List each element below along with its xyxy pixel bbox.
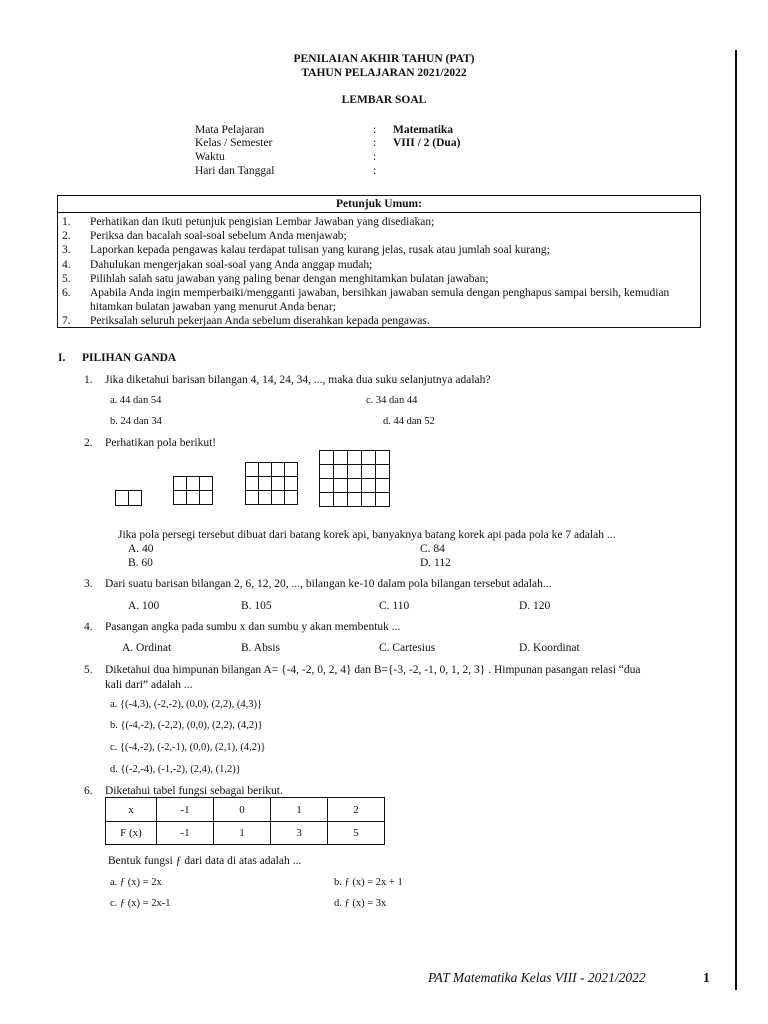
function-table (105, 797, 385, 845)
q5-number: 5. (84, 664, 93, 676)
instructions-list (58, 215, 700, 329)
q1-text: Jika diketahui barisan bilangan 4, 14, 24, 34, ..., maka dua suku selanjutnya adalah? (105, 374, 491, 386)
q2-option-c: C. 84 (420, 543, 445, 555)
meta-colon: : (373, 151, 377, 163)
q5-option-d: d. {(-2,-4), (-1,-2), (2,4), (1,2)} (110, 764, 241, 775)
q6-stem: Bentuk fungsi ƒ dari data di atas adalah ... (108, 855, 302, 867)
q1-option-d: d. 44 dan 52 (383, 416, 435, 427)
doc-title-2: TAHUN PELAJARAN 2021/2022 (301, 67, 467, 79)
table-cell: 2 (328, 798, 385, 822)
q3-text: Dari suatu barisan bilangan 2, 6, 12, 20, ..., bilangan ke-10 dalam pola bilangan tersebut adalah... (105, 578, 552, 590)
section-number: I. (58, 352, 66, 364)
q4-option-b: B. Absis (241, 642, 280, 654)
instruction-item: 5. Pilihlah salah satu jawaban yang paling benar dengan menghitamkan bulatan jawaban; (62, 272, 489, 285)
q5-text-line2: kali dari” adalah ... (105, 679, 193, 691)
doc-title-3: LEMBAR SOAL (341, 94, 427, 106)
q6-option-c: c. ƒ (x) = 2x-1 (110, 898, 171, 909)
q6-option-d: d. ƒ (x) = 3x (334, 898, 387, 909)
meta-colon: : (373, 137, 377, 149)
q3-option-a: A. 100 (128, 600, 160, 612)
doc-title-1: PENILAIAN AKHIR TAHUN (PAT) (293, 53, 475, 65)
meta-colon: : (373, 165, 377, 177)
instructions-box (57, 195, 701, 328)
q1-option-c: c. 34 dan 44 (366, 395, 418, 406)
q5-option-c: c. {(-4,-2), (-2,-1), (0,0), (2,1), (4,2)} (110, 742, 266, 753)
q3-option-d: D. 120 (519, 600, 551, 612)
instruction-item: 1. Perhatikan dan ikuti petunjuk pengisian Lembar Jawaban yang disediakan; (62, 216, 435, 228)
table-cell: 1 (214, 822, 271, 845)
q2-option-b: B. 60 (128, 557, 153, 569)
q1-number: 1. (84, 374, 93, 386)
page-number: 1 (703, 970, 710, 985)
q4-option-a: A. Ordinat (122, 642, 172, 654)
meta-colon: : (373, 124, 377, 136)
q5-text-line1: Diketahui dua himpunan bilangan A= {-4, -2, 0, 2, 4} dan B={-3, -2, -1, 0, 1, 2, 3} . Himpunan pasangan relasi “dua (105, 664, 641, 676)
q2-option-a: A. 40 (128, 543, 154, 555)
q5-option-b: b. {(-4,-2), (-2,2), (0,0), (2,2), (4,2)} (110, 720, 263, 731)
q6-number: 6. (84, 785, 93, 797)
q3-option-b: B. 105 (241, 600, 272, 612)
q4-option-c: C. Cartesius (379, 642, 436, 654)
q5-option-a: a. {(-4,3), (-2,-2), (0,0), (2,2), (4,3)} (110, 699, 263, 710)
instruction-item: 3. Laporkan kepada pengawas kalau terdapat tulisan yang kurang jelas, rusak atau jumlah soal kurang; (62, 244, 550, 257)
table-cell: -1 (157, 822, 214, 845)
table-cell: 0 (214, 798, 271, 822)
section-title: PILIHAN GANDA (82, 352, 177, 364)
right-margin-rule (735, 50, 737, 990)
table-cell: F (x) (106, 822, 157, 845)
q6-option-a: a. ƒ (x) = 2x (110, 877, 162, 888)
q4-text: Pasangan angka pada sumbu x dan sumbu y akan membentuk ... (105, 621, 401, 633)
table-cell: 1 (271, 798, 328, 822)
q2-text: Perhatikan pola berikut! (105, 437, 217, 449)
table-cell: -1 (157, 798, 214, 822)
pattern-figure-3 (245, 462, 298, 505)
q2-option-d: D. 112 (420, 557, 451, 569)
table-cell: x (106, 798, 157, 822)
q6-option-b: b. ƒ (x) = 2x + 1 (334, 877, 403, 888)
pattern-figure-1 (115, 490, 142, 506)
q1-option-a: a. 44 dan 54 (110, 395, 162, 406)
meta-value: VIII / 2 (Dua) (393, 137, 461, 149)
instruction-item: 2. Periksa dan bacalah soal-soal sebelum Anda menjawab; (62, 230, 347, 243)
table-row (106, 798, 385, 822)
q3-number: 3. (84, 578, 93, 590)
table-cell: 5 (328, 822, 385, 845)
pattern-figure-2 (173, 476, 213, 505)
q3-option-c: C. 110 (379, 600, 410, 612)
meta-value: Matematika (393, 124, 454, 136)
q4-option-d: D. Koordinat (519, 642, 580, 654)
table-cell: 3 (271, 822, 328, 845)
instruction-item: 7. Periksalah seluruh pekerjaan Anda sebelum diserahkan kepada pengawas. (62, 315, 430, 328)
instruction-item: 6. Apabila Anda ingin memperbaiki/mengganti jawaban, bersihkan jawaban semula dengan penghapus sampai bersih, kemudian hitamkan bulatan jawaban yang menurut Anda benar; (62, 287, 670, 314)
q2-stem: Jika pola persegi tersebut dibuat dari batang korek api, banyaknya batang korek api pada pola ke 7 adalah ... (118, 529, 616, 541)
meta-label: Mata Pelajaran (195, 124, 265, 136)
pattern-figure-4 (319, 450, 390, 507)
q1-option-b: b. 24 dan 34 (110, 416, 162, 427)
instructions-title: Petunjuk Umum: (58, 196, 700, 213)
meta-label: Waktu (195, 151, 225, 163)
q4-number: 4. (84, 621, 93, 633)
q6-text: Diketahui tabel fungsi sebagai berikut. (105, 785, 283, 797)
meta-label: Kelas / Semester (195, 137, 273, 149)
q2-number: 2. (84, 437, 93, 449)
meta-label: Hari dan Tanggal (195, 165, 275, 177)
footer-text: PAT Matematika Kelas VIII - 2021/2022 (428, 970, 646, 985)
instruction-item: 4. Dahulukan mengerjakan soal-soal yang Anda anggap mudah; (62, 258, 373, 271)
table-row (106, 822, 385, 845)
